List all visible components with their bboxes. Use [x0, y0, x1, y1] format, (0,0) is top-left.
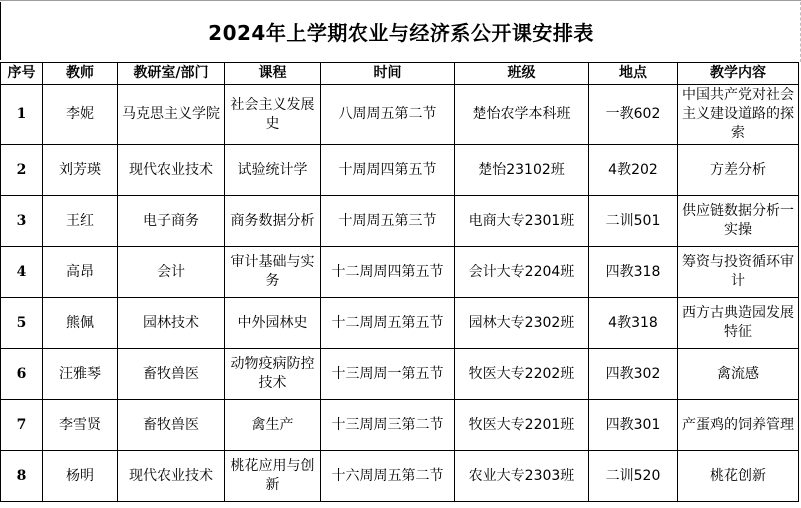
cell-time[interactable]: 十三周周三第二节 [321, 400, 455, 451]
table-row [1, 451, 799, 502]
table-row [1, 298, 799, 349]
cell-course[interactable]: 试验统计学 [225, 145, 321, 196]
header-class[interactable]: 班级 [455, 63, 589, 85]
cell-course[interactable]: 桃花应用与创新 [225, 451, 321, 502]
cell-teacher[interactable]: 刘芳瑛 [43, 145, 118, 196]
table-row [1, 247, 799, 298]
cell-teacher[interactable]: 李雪贤 [43, 400, 118, 451]
cell-index[interactable]: 3 [1, 196, 43, 247]
cell-class[interactable]: 电商大专2301班 [455, 196, 589, 247]
cell-course[interactable]: 禽生产 [225, 400, 321, 451]
cell-course[interactable]: 社会主义发展史 [225, 85, 321, 145]
cell-location[interactable]: 二训520 [589, 451, 678, 502]
cell-teacher[interactable]: 高昂 [43, 247, 118, 298]
cell-time[interactable]: 十六周周五第二节 [321, 451, 455, 502]
sheet-title: 2024年上学期农业与经济系公开课安排表 [0, 2, 801, 60]
cell-class[interactable]: 牧医大专2201班 [455, 400, 589, 451]
cell-class[interactable]: 牧医大专2202班 [455, 349, 589, 400]
cell-location[interactable]: 4教318 [589, 298, 678, 349]
cell-course[interactable]: 动物疫病防控技术 [225, 349, 321, 400]
cell-department[interactable]: 电子商务 [118, 196, 225, 247]
cell-teacher[interactable]: 李妮 [43, 85, 118, 145]
cell-department[interactable]: 畜牧兽医 [118, 349, 225, 400]
cell-course[interactable]: 审计基础与实务 [225, 247, 321, 298]
table-row [1, 400, 799, 451]
cell-time[interactable]: 十周周五第三节 [321, 196, 455, 247]
cell-location[interactable]: 四教302 [589, 349, 678, 400]
cell-course[interactable]: 商务数据分析 [225, 196, 321, 247]
cell-content[interactable]: 桃花创新 [678, 451, 799, 502]
table-row [1, 196, 799, 247]
cell-teacher[interactable]: 汪雅琴 [43, 349, 118, 400]
cell-content[interactable]: 西方古典造园发展特征 [678, 298, 799, 349]
cell-class[interactable]: 农业大专2303班 [455, 451, 589, 502]
cell-time[interactable]: 十二周周五第五节 [321, 298, 455, 349]
cell-department[interactable]: 马克思主义学院 [118, 85, 225, 145]
cell-department[interactable]: 现代农业技术 [118, 145, 225, 196]
cell-class[interactable]: 会计大专2204班 [455, 247, 589, 298]
cell-teacher[interactable]: 杨明 [43, 451, 118, 502]
header-content[interactable]: 教学内容 [678, 63, 799, 85]
cell-index[interactable]: 5 [1, 298, 43, 349]
header-location[interactable]: 地点 [589, 63, 678, 85]
cell-department[interactable]: 畜牧兽医 [118, 400, 225, 451]
cell-class[interactable]: 楚怡23102班 [455, 145, 589, 196]
header-time[interactable]: 时间 [321, 63, 455, 85]
header-index[interactable]: 序号 [1, 63, 43, 85]
cell-index[interactable]: 6 [1, 349, 43, 400]
cell-location[interactable]: 4教202 [589, 145, 678, 196]
table-row [1, 145, 799, 196]
cell-department[interactable]: 园林技术 [118, 298, 225, 349]
cell-location[interactable]: 四教301 [589, 400, 678, 451]
cell-index[interactable]: 1 [1, 85, 43, 145]
table-row [1, 349, 799, 400]
cell-content[interactable]: 禽流感 [678, 349, 799, 400]
header-teacher[interactable]: 教师 [43, 63, 118, 85]
cell-content[interactable]: 方差分析 [678, 145, 799, 196]
cell-time[interactable]: 十二周周四第五节 [321, 247, 455, 298]
cell-department[interactable]: 会计 [118, 247, 225, 298]
header-course[interactable]: 课程 [225, 63, 321, 85]
cell-index[interactable]: 7 [1, 400, 43, 451]
cell-location[interactable]: 一教602 [589, 85, 678, 145]
cell-teacher[interactable]: 熊佩 [43, 298, 118, 349]
table-row [1, 85, 799, 145]
cell-location[interactable]: 四教318 [589, 247, 678, 298]
cell-class[interactable]: 园林大专2302班 [455, 298, 589, 349]
cell-class[interactable]: 楚怡农学本科班 [455, 85, 589, 145]
cell-content[interactable]: 中国共产党对社会主义建设道路的探索 [678, 85, 799, 145]
header-row [1, 63, 799, 85]
cell-course[interactable]: 中外园林史 [225, 298, 321, 349]
cell-time[interactable]: 八周周五第二节 [321, 85, 455, 145]
cell-location[interactable]: 二训501 [589, 196, 678, 247]
cell-time[interactable]: 十三周周一第五节 [321, 349, 455, 400]
cell-department[interactable]: 现代农业技术 [118, 451, 225, 502]
cell-content[interactable]: 产蛋鸡的饲养管理 [678, 400, 799, 451]
cell-index[interactable]: 8 [1, 451, 43, 502]
cell-index[interactable]: 4 [1, 247, 43, 298]
cell-teacher[interactable]: 王红 [43, 196, 118, 247]
schedule-table [0, 62, 799, 502]
cell-index[interactable]: 2 [1, 145, 43, 196]
cell-content[interactable]: 筹资与投资循环审计 [678, 247, 799, 298]
cell-content[interactable]: 供应链数据分析一实操 [678, 196, 799, 247]
cell-time[interactable]: 十周周四第五节 [321, 145, 455, 196]
header-department[interactable]: 教研室/部门 [118, 63, 225, 85]
